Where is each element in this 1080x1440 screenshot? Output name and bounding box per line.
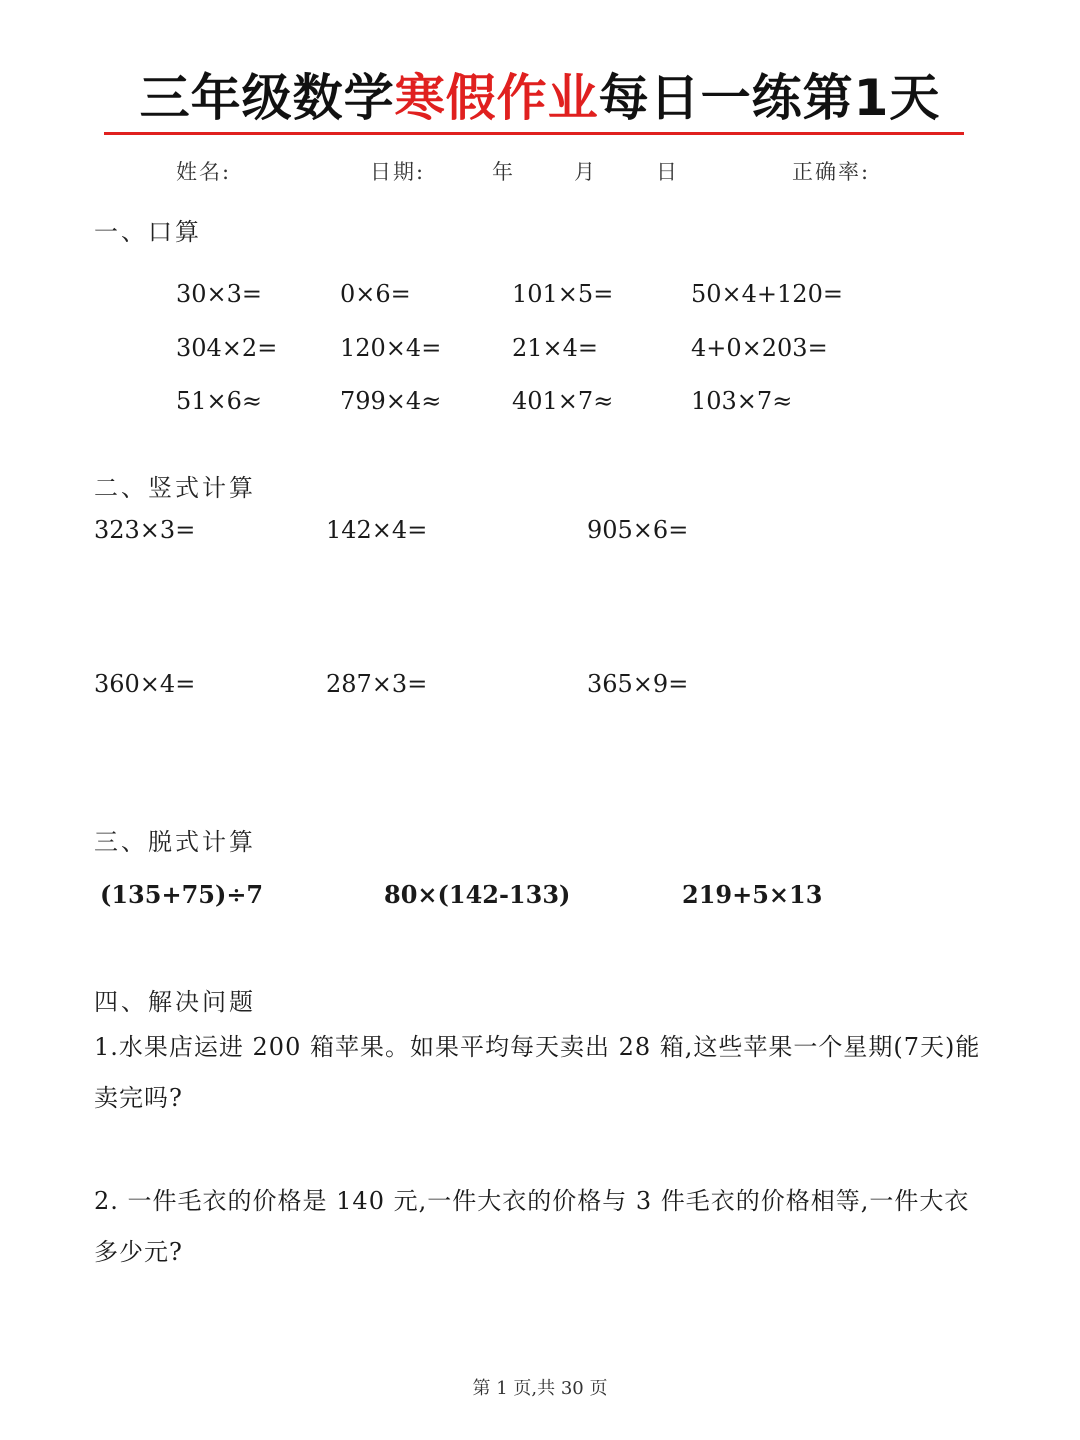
oral-problem: 30×3= — [176, 280, 263, 308]
step-problem: 80×(142-133) — [384, 880, 571, 909]
title-highlight: 寒假作业 — [394, 69, 599, 127]
page-footer: 第 1 页,共 30 页 — [472, 1378, 608, 1399]
oral-problem: 120×4= — [340, 334, 442, 362]
section-vertical-heading: 二、竖式计算 — [94, 474, 256, 502]
step-problem: 219+5×13 — [682, 880, 823, 909]
word-problem-2: 2. 一件毛衣的价格是 140 元,一件大衣的价格与 3 件毛衣的价格相等,一件大衣多少元? — [94, 1187, 970, 1266]
month-label: 月 — [574, 160, 597, 184]
oral-problem: 103×7≈ — [691, 387, 793, 415]
date-label: 日期: — [370, 160, 426, 184]
vertical-problem: 142×4= — [326, 516, 428, 544]
title-part-3: 每日一练第1天 — [598, 69, 941, 127]
section-step-heading: 三、脱式计算 — [94, 828, 256, 856]
accuracy-label: 正确率: — [792, 160, 871, 184]
oral-problem: 0×6= — [340, 280, 411, 308]
oral-problem: 401×7≈ — [512, 387, 614, 415]
section-oral-heading: 一、口算 — [94, 218, 202, 246]
title-divider — [104, 132, 964, 135]
vertical-problem: 365×9= — [587, 670, 689, 698]
day-label: 日 — [656, 160, 679, 184]
name-label: 姓名: — [176, 160, 232, 184]
year-label: 年 — [492, 160, 515, 184]
title-part-1: 三年级数学 — [139, 69, 395, 127]
oral-problem: 304×2= — [176, 334, 278, 362]
oral-problem: 101×5= — [512, 280, 614, 308]
oral-problem: 4+0×203= — [691, 334, 828, 362]
section-problems-heading: 四、解决问题 — [94, 988, 256, 1016]
oral-problem: 51×6≈ — [176, 387, 263, 415]
vertical-problem: 905×6= — [587, 516, 689, 544]
vertical-problem: 360×4= — [94, 670, 196, 698]
page-title — [0, 58, 1080, 130]
vertical-problem: 287×3= — [326, 670, 428, 698]
vertical-problem: 323×3= — [94, 516, 196, 544]
oral-problem: 21×4= — [512, 334, 599, 362]
oral-problem: 50×4+120= — [691, 280, 843, 308]
word-problem-1: 1.水果店运进 200 箱苹果。如果平均每天卖出 28 箱,这些苹果一个星期(7天)能卖完吗? — [94, 1033, 981, 1112]
step-problem: (135+75)÷7 — [100, 880, 264, 909]
oral-problem: 799×4≈ — [340, 387, 442, 415]
